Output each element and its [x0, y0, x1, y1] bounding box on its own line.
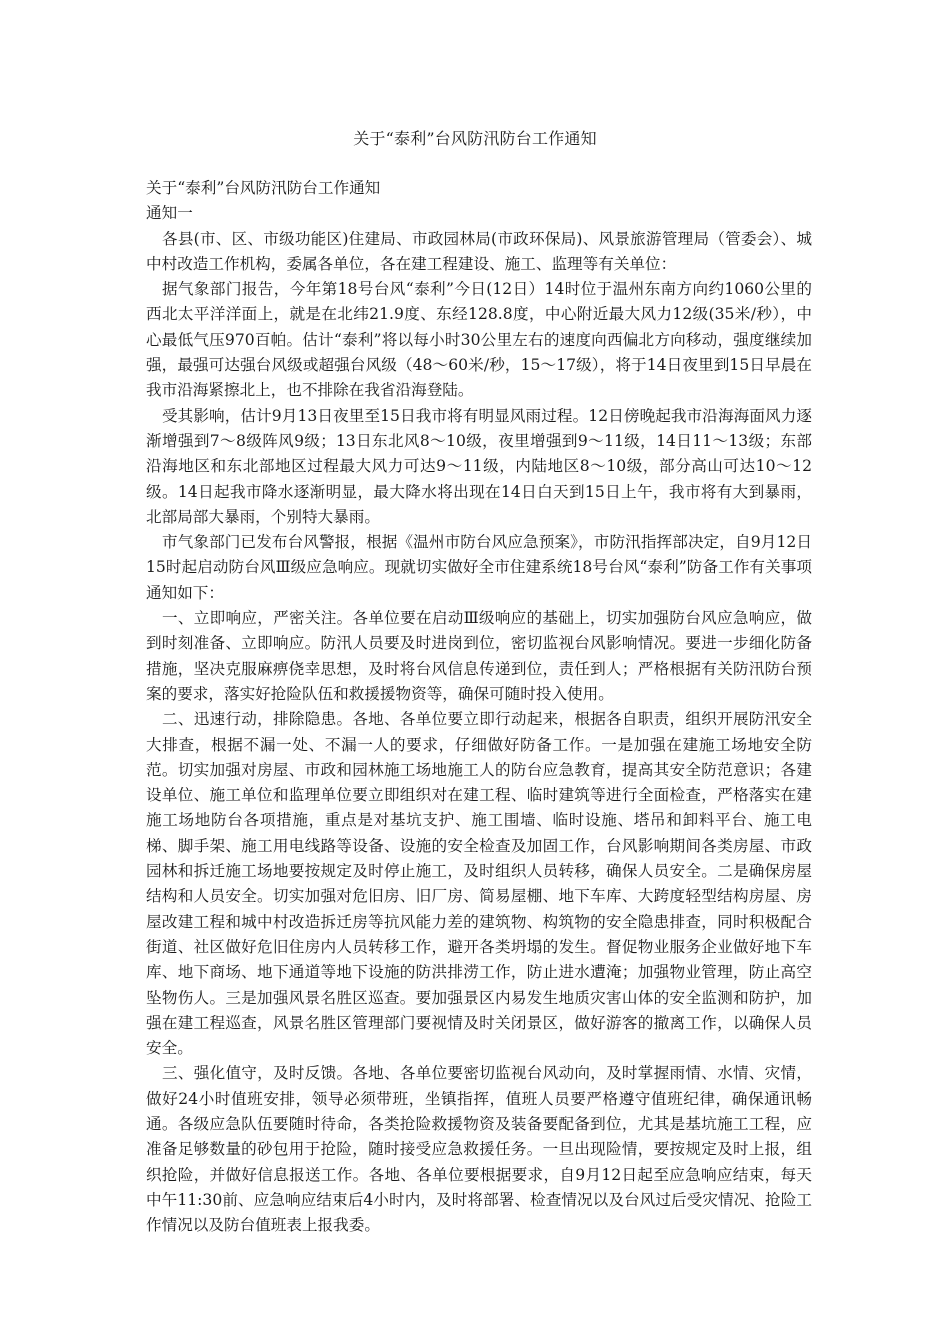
paragraph-section-one: 一、立即响应，严密关注。各单位要在启动Ⅲ级响应的基础上，切实加强防台风应急响应，做到时刻准备、立即响应。防汛人员要及时进岗到位，密切监视台风影响情况。要进一步细化防备措施，坚决克服麻痹侥幸思想，及时将台风信息传递到位，责任到人；严格根据有关防汛防台预案的要求，落实好抢险队伍和救援援物资等，确保可随时投入使用。: [146, 609, 812, 703]
document-subtitle: 关于“泰利”台风防汛防台工作通知: [146, 179, 381, 197]
paragraph-weather-report: 据气象部门报告，今年第18号台风“泰利”今日(12日）14时位于温州东南方向约1060公里的西北太平洋洋面上，就是在北纬21.9度、东经128.8度，中心附近最大风力12级(35米/秒），中心最低气压970百帕。估计“泰利”将以每小时30公里左右的速度向西偏北方向移动，强度继续加强，最强可达强台风级或超强台风级（48～60米/秒，15～17级），将于14日夜里到15日早晨在我市沿海紧擦北上，也不排除在我省沿海登陆。: [146, 280, 812, 400]
document-body: [146, 176, 812, 1238]
paragraph-section-three: 三、强化值守，及时反馈。各地、各单位要密切监视台风动向，及时掌握雨情、水情、灾情，做好24小时值班安排，领导必须带班，坐镇指挥，值班人员要严格遵守值班纪律，确保通讯畅通。各级应急队伍要随时待命，各类抢险救援物资及装备要配备到位，尤其是基坑施工工程，应准备足够数量的砂包用于抢险，随时接受应急救援任务。一旦出现险情，要按规定及时上报，组织抢险，并做好信息报送工作。各地、各单位要根据要求，自9月12日起至应急响应结束，每天中午11:30前、应急响应结束后4小时内，及时将部署、检查情况以及台风过后受灾情况、抢险工作情况以及防台值班表上报我委。: [146, 1064, 812, 1235]
notice-label: 通知一: [146, 204, 193, 223]
document-title: 关于“泰利”台风防汛防台工作通知: [353, 129, 597, 148]
paragraph-section-two: 二、迅速行动，排除隐患。各地、各单位要立即行动起来，根据各自职责，组织开展防汛安全大排查，根据不漏一处、不漏一人的要求，仔细做好防备工作。一是加强在建施工场地安全防范。切实加强对房屋、市政和园林施工场地施工人的防台应急教育，提高其安全防范意识；各建设单位、施工单位和监理单位要立即组织对在建工程、临时建筑等进行全面检查，严格落实在建施工场地防台各项措施，重点是对基坑支护、施工围墙、临时设施、塔吊和卸料平台、施工电梯、脚手架、施工用电线路等设备、设施的安全检查及加固工作，台风影响期间各类房屋、市政园林和拆迁施工场地要按规定及时停止施工，及时组织人员转移，确保人员安全。二是确保房屋结构和人员安全。切实加强对危旧房、旧厂房、简易屋棚、地下车库、大跨度轻型结构房屋、房屋改建工程和城中村改造拆迁房等抗风能力差的建筑物、构筑物的安全隐患排查，同时积极配合街道、社区做好危旧住房内人员转移工作，避开各类坍塌的发生。督促物业服务企业做好地下车库、地下商场、地下通道等地下设施的防洪排涝工作，防止进水遭淹；加强物业管理，防止高空坠物伤人。三是加强风景名胜区巡查。要加强景区内易发生地质灾害山体的安全监测和防护，加强在建工程巡查，风景名胜区管理部门要视情及时关闭景区，做好游客的撤离工作，以确保人员安全。: [146, 710, 812, 1058]
paragraph-emergency-response: 市气象部门已发布台风警报，根据《温州市防台风应急预案》，市防汛指挥部决定，自9月12日15时起启动防台风Ⅲ级应急响应。现就切实做好全市住建系统18号台风“泰利”防备工作有关事项通知如下：: [146, 533, 812, 602]
paragraph-addressees: 各县(市、区、市级功能区)住建局、市政园林局(市政环保局)、风景旅游管理局（管委会）、城中村改造工作机构，委属各单位，各在建工程建设、施工、监理等有关单位：: [146, 229, 812, 273]
paragraph-impact-forecast: 受其影响，估计9月13日夜里至15日我市将有明显风雨过程。12日傍晚起我市沿海海面风力逐渐增强到7～8级阵风9级；13日东北风8～10级，夜里增强到9～11级，14日11～13级；东部沿海地区和东北部地区过程最大风力可达9～11级，内陆地区8～10级，部分高山可达10～12级。14日起我市降水逐渐明显，最大降水将出现在14日白天到15日上午，我市将有大到暴雨，北部局部大暴雨，个别特大暴雨。: [146, 406, 812, 526]
